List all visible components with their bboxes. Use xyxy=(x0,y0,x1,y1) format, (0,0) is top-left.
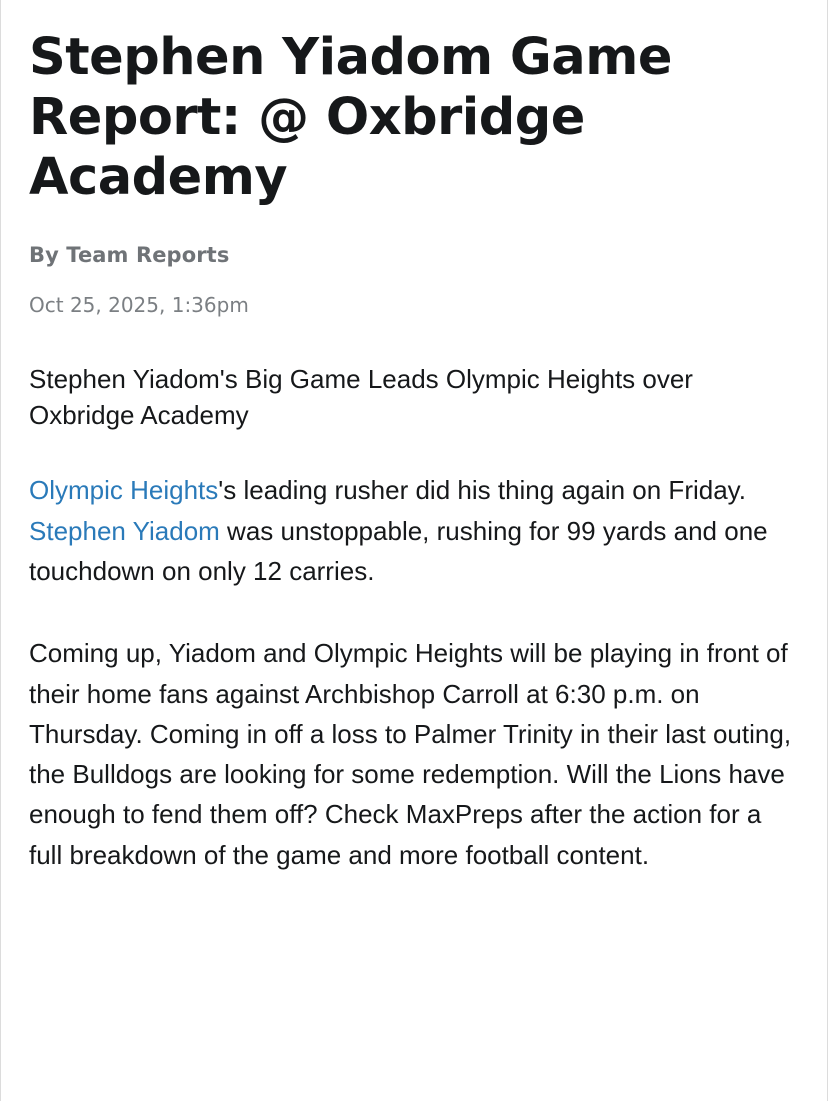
article-paragraph-2: Coming up, Yiadom and Olympic Heights will be playing in front of their home fans against Archbishop Carroll at 6:30 p.m. on Thursday. Coming in off a loss to Palmer Trinity in their last outing, the Bulldogs are looking for some redemption. Will the Lions have enough to fend them off? Check MaxPreps after the action for a full breakdown of the game and more football content. xyxy=(29,638,792,870)
paragraph-1-text-part-1: 's leading rusher did his thing again on Friday. xyxy=(218,475,746,506)
article-paragraph-1 xyxy=(29,470,799,591)
link-olympic-heights[interactable]: Olympic Heights xyxy=(29,475,219,506)
article-body xyxy=(29,0,799,875)
article-timestamp: Oct 25, 2025, 1:36pm xyxy=(29,292,249,317)
page-title: Stephen Yiadom Game Report: @ Oxbridge Academy xyxy=(29,28,672,208)
article-subhead: Stephen Yiadom's Big Game Leads Olympic Heights over Oxbridge Academy xyxy=(29,363,693,431)
link-stephen-yiadom[interactable]: Stephen Yiadom xyxy=(29,515,220,546)
paragraph-1-text-part-2: was unstoppable, rushing for 99 yards and one touchdown on only 12 carries. xyxy=(29,515,768,586)
article-byline: By Team Reports xyxy=(29,242,230,267)
